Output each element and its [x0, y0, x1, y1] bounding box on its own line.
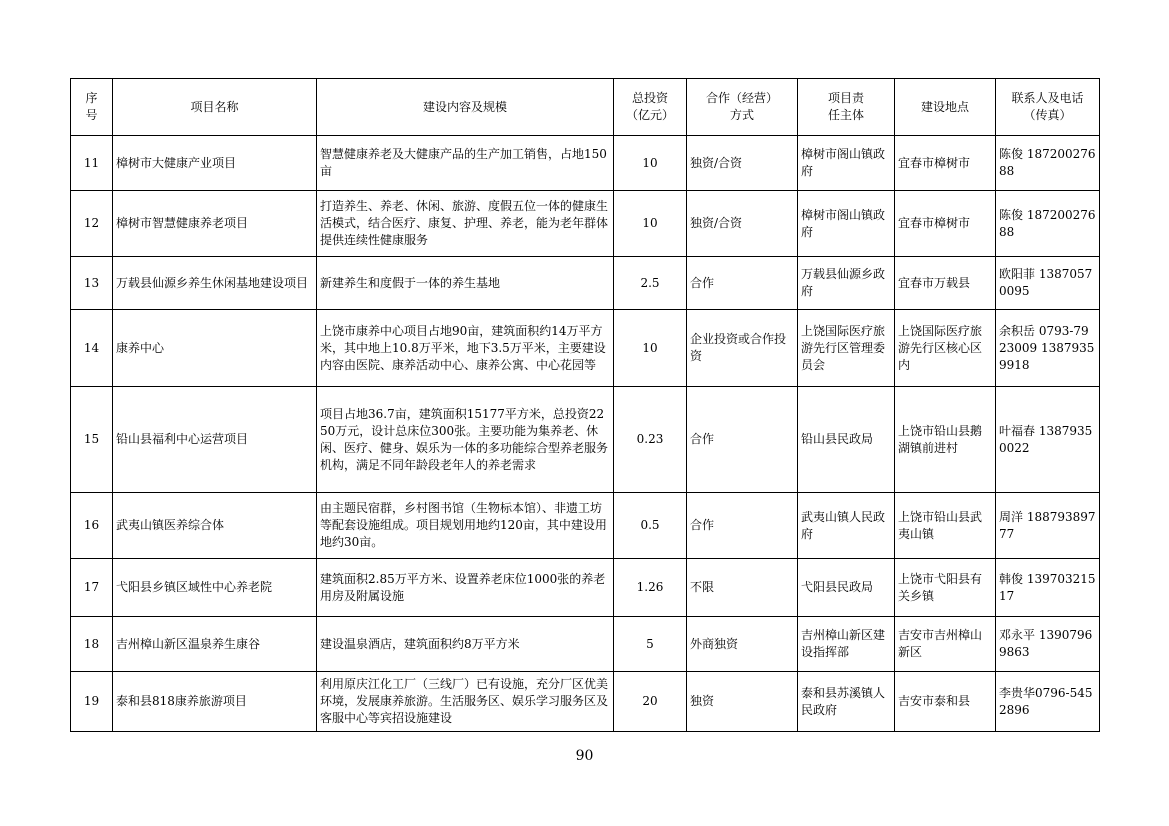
cell-content: 利用原庆江化工厂（三线厂）已有设施，充分厂区优美环境，发展康养旅游。生活服务区、娱乐学习服务区及客服中心等宾招设施建设	[317, 672, 614, 732]
cell-owner: 武夷山镇人民政府	[798, 493, 895, 559]
cell-mode: 合作	[687, 257, 798, 310]
cell-project-name: 康养中心	[113, 310, 317, 387]
cell-investment: 10	[614, 136, 687, 191]
table-row	[71, 559, 1100, 617]
cell-location: 宜春市樟树市	[895, 191, 996, 257]
cell-mode: 独资/合资	[687, 136, 798, 191]
cell-investment: 20	[614, 672, 687, 732]
cell-contact: 欧阳菲 13870570095	[996, 257, 1100, 310]
cell-owner: 弋阳县民政局	[798, 559, 895, 617]
cell-investment: 10	[614, 191, 687, 257]
header-content	[317, 79, 614, 136]
header-text-line: （亿元）	[625, 108, 674, 122]
cell-project-name: 樟树市智慧健康养老项目	[113, 191, 317, 257]
cell-no: 11	[71, 136, 113, 191]
table-row	[71, 672, 1100, 732]
cell-no: 12	[71, 191, 113, 257]
header-project-name	[113, 79, 317, 136]
header-text-line: 方式	[729, 108, 754, 122]
cell-contact: 陈俊 18720027688	[996, 191, 1100, 257]
cell-contact: 韩俊 13970321517	[996, 559, 1100, 617]
cell-content: 新建养生和度假于一体的养生基地	[317, 257, 614, 310]
cell-project-name: 弋阳县乡镇区域性中心养老院	[113, 559, 317, 617]
table-row	[71, 493, 1100, 559]
cell-content: 建筑面积2.85万平方米、设置养老床位1000张的养老用房及附属设施	[317, 559, 614, 617]
cell-mode: 企业投资或合作投资	[687, 310, 798, 387]
cell-content: 上饶市康养中心项目占地90亩，建筑面积约14万平方米，其中地上10.8万平米，地下3.5万平米，主要建设内容由医院、康养活动中心、康养公寓、中心花园等	[317, 310, 614, 387]
cell-location: 上饶市弋阳县有关乡镇	[895, 559, 996, 617]
cell-investment: 0.23	[614, 387, 687, 493]
cell-no: 15	[71, 387, 113, 493]
header-text-line: 建设地点	[920, 99, 969, 114]
cell-owner: 万载县仙源乡政府	[798, 257, 895, 310]
cell-no: 17	[71, 559, 113, 617]
cell-mode: 独资/合资	[687, 191, 798, 257]
table-row	[71, 617, 1100, 672]
cell-owner: 上饶国际医疗旅游先行区管理委员会	[798, 310, 895, 387]
cell-location: 上饶市铅山县武夷山镇	[895, 493, 996, 559]
header-investment	[614, 79, 687, 136]
header-location	[895, 79, 996, 136]
header-text-line: 项目责	[827, 91, 864, 105]
cell-investment: 2.5	[614, 257, 687, 310]
cell-contact: 邓永平 13907969863	[996, 617, 1100, 672]
cell-mode: 外商独资	[687, 617, 798, 672]
cell-owner: 樟树市阁山镇政府	[798, 136, 895, 191]
cell-project-name: 铅山县福利中心运营项目	[113, 387, 317, 493]
page-number: 90	[575, 748, 594, 764]
cell-location: 宜春市万载县	[895, 257, 996, 310]
cell-location: 宜春市樟树市	[895, 136, 996, 191]
cell-no: 16	[71, 493, 113, 559]
header-text-line: 联系人及电话	[1011, 91, 1084, 105]
cell-contact: 余积岳 0793-7923009 13879359918	[996, 310, 1100, 387]
cell-no: 18	[71, 617, 113, 672]
header-text-line: 合作（经营）	[705, 91, 778, 105]
header-text-line: 建设内容及规模	[422, 99, 507, 114]
header-text-line: 任主体	[827, 108, 864, 122]
cell-project-name: 泰和县818康养旅游项目	[113, 672, 317, 732]
cell-no: 13	[71, 257, 113, 310]
cell-investment: 0.5	[614, 493, 687, 559]
cell-mode: 合作	[687, 387, 798, 493]
cell-contact: 陈俊 18720027688	[996, 136, 1100, 191]
cell-owner: 泰和县苏溪镇人民政府	[798, 672, 895, 732]
project-table	[70, 78, 1100, 732]
table-header-row	[71, 79, 1100, 136]
cell-investment: 10	[614, 310, 687, 387]
cell-owner: 吉州樟山新区建设指挥部	[798, 617, 895, 672]
header-text-line: （传真）	[1023, 108, 1072, 122]
cell-contact: 叶福春 13879350022	[996, 387, 1100, 493]
cell-content: 由主题民宿群，乡村图书馆（生物标本馆）、非遗工坊等配套设施组成。项目规划用地约120亩，其中建设用地约30亩。	[317, 493, 614, 559]
cell-no: 14	[71, 310, 113, 387]
cell-owner: 樟树市阁山镇政府	[798, 191, 895, 257]
cell-project-name: 樟树市大健康产业项目	[113, 136, 317, 191]
header-owner	[798, 79, 895, 136]
cell-content: 智慧健康养老及大健康产品的生产加工销售，占地150亩	[317, 136, 614, 191]
cell-mode: 合作	[687, 493, 798, 559]
cell-owner: 铅山县民政局	[798, 387, 895, 493]
header-no	[71, 79, 113, 136]
table-row	[71, 191, 1100, 257]
cell-project-name: 武夷山镇医养综合体	[113, 493, 317, 559]
header-text-line: 号	[85, 108, 98, 122]
cell-location: 上饶市铅山县鹅湖镇前进村	[895, 387, 996, 493]
cell-content: 打造养生、养老、休闲、旅游、度假五位一体的健康生活模式，结合医疗、康复、护理、养老，能为老年群体提供连续性健康服务	[317, 191, 614, 257]
header-text-line: 序	[85, 91, 98, 105]
header-text-line: 总投资	[631, 91, 668, 105]
cell-mode: 独资	[687, 672, 798, 732]
table-row	[71, 387, 1100, 493]
cell-investment: 5	[614, 617, 687, 672]
header-mode	[687, 79, 798, 136]
cell-investment: 1.26	[614, 559, 687, 617]
cell-project-name: 吉州樟山新区温泉养生康谷	[113, 617, 317, 672]
cell-contact: 李贵华0796-5452896	[996, 672, 1100, 732]
cell-no: 19	[71, 672, 113, 732]
cell-content: 项目占地36.7亩，建筑面积15177平方米，总投资2250万元，设计总床位300张。主要功能为集养老、休闲、医疗、健身、娱乐为一体的多功能综合型养老服务机构，满足不同年龄段老年人的养老需求	[317, 387, 614, 493]
cell-contact: 周洋 18879389777	[996, 493, 1100, 559]
cell-location: 吉安市吉州樟山新区	[895, 617, 996, 672]
table-row	[71, 257, 1100, 310]
cell-location: 吉安市泰和县	[895, 672, 996, 732]
table-row	[71, 310, 1100, 387]
header-text-line: 项目名称	[190, 99, 239, 114]
cell-content: 建设温泉酒店，建筑面积约8万平方米	[317, 617, 614, 672]
cell-project-name: 万载县仙源乡养生休闲基地建设项目	[113, 257, 317, 310]
cell-mode: 不限	[687, 559, 798, 617]
header-contact	[996, 79, 1100, 136]
cell-location: 上饶国际医疗旅游先行区核心区内	[895, 310, 996, 387]
table-row	[71, 136, 1100, 191]
